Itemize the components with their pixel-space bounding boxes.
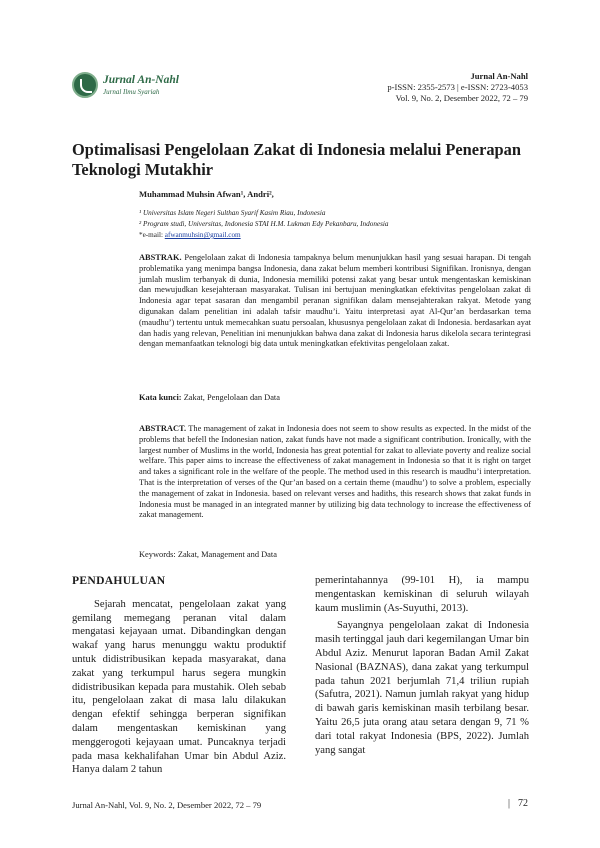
footer-citation: Jurnal An-Nahl, Vol. 9, No. 2, Desember 2022, 72 – 79: [72, 800, 262, 810]
authors: Muhammad Muhsin Afwan¹, Andri²,: [139, 189, 274, 199]
footer-separator: |: [507, 798, 510, 809]
journal-info: [387, 71, 528, 104]
kata-kunci-lead: Kata kunci:: [139, 393, 182, 402]
footer-page: [508, 798, 528, 809]
keywords-english: Keywords: Zakat, Management and Data: [139, 550, 277, 559]
section-heading: PENDAHULUAN: [72, 574, 166, 587]
journal-volume: Vol. 9, No. 2, Desember 2022, 72 – 79: [395, 93, 528, 103]
journal-name: Jurnal An-Nahl: [470, 71, 528, 81]
affiliation-2: ² Program studi, Universitas, Indonesia STAI H.M. Lukman Edy Pekanbaru, Indonesia: [139, 220, 389, 228]
abstrak-lead: ABSTRAK.: [139, 253, 182, 262]
logo-name: Jurnal An-Nahl: [103, 74, 179, 86]
email-label: *e-mail:: [139, 231, 165, 239]
email-link[interactable]: afwanmuhsin@gmail.com: [164, 231, 241, 239]
affiliations: [139, 208, 539, 241]
kata-kunci-text: Zakat, Pengelolaan dan Data: [181, 393, 280, 402]
logo-subtitle: Jurnal Ilmu Syariah: [103, 88, 160, 96]
kata-kunci: [139, 393, 280, 402]
page-number: 72: [518, 798, 528, 809]
body-paragraph: Sayangnya pengelolaan zakat di Indonesia masih tertinggal jauh dari kegemilangan Umar bin Abdul Aziz. Menurut laporan Badan Amil Zakat Nasional (BAZNAS), dana zakat yang terkumpul pada tahun 2021 berjumlah 71,4 triliun rupiah (Safutra, 2021). Namun jumlah rakyat yang hidup di bawah garis kemiskinan masih terbilang besar. Yaitu 26,5 juta orang atau setara dengan 9, 71 % dari total rakyat Indonesia (BPS, 2022). Jumlah yang sangat: [315, 620, 529, 756]
journal-logo: [72, 72, 202, 104]
body-paragraph: pemerintahannya (99-101 H), ia mampu mengentaskan kemiskinan di seluruh wilayah kaum muslimin (As-Suyuthi, 2013).: [315, 575, 529, 614]
abstract-text: The management of zakat in Indonesia does not seem to show results as expected. In the midst of the problems that befell the Indonesian nation, zakat funds have not made a significant contribution. Ironically, with the largest number of Muslims in the world, Indonesia has great potential for zakat to alleviate poverty and realize social welfare. This paper aims to increase the effectiveness of zakat management in Indonesia so that it is right on target and takes a significant role in the welfare of the people. The method used in this research is maudhu’i interpretation. That is the interpretation of verses of the Qur’an based on a certain theme (maudhu’) to solve a problem, especially the management of zakat in Indonesia. based on relevant verses and hadiths, this research shows that zakat funds in Indonesia must be managed in an integrated manner by utilizing big data technology to increase the effectiveness of zakat management.: [139, 424, 531, 520]
abstract-english: [139, 424, 531, 521]
body-column-right: [315, 574, 529, 757]
body-paragraph: Sejarah mencatat, pengelolaan zakat yang gemilang memegang peranan vital dalam mengatasi kejayaan umat. Dibandingkan dengan wakaf yang harus menunggu waktu produktif untuk didistribusikan kepada masyarakat, dana zakat yang terkumpul harus segera mungkin didistribusikan kepada para mustahik. Oleh sebab itu, pengelolaan zakat di masa lalu dilakukan dengan efektif sehingga berperan signifikan dalam mengentaskan kemiskinan yang menggerogoti kejayaan umat. Puncaknya terjadi pada masa kekhalifahan Umar bin Abdul Aziz. Hanya dalam 2 tahun: [72, 598, 286, 776]
body-column-left: [72, 574, 286, 777]
email-row: [139, 230, 539, 241]
affiliation-1: ¹ Universitas Islam Negeri Sulthan Syarif Kasim Riau, Indonesia: [139, 209, 326, 217]
journal-emblem-icon: [72, 72, 98, 98]
abstrak-text: Pengelolaan zakat di Indonesia tampaknya belum menunjukkan hasil yang sesuai harapan. Di tengah problematika yang menimpa bangsa Indonesia, dana zakat belum memberi kontribusi Signifikan. Ironisnya, dengan jumlah muslim terbanyak di dunia, Indonesia memiliki potensi zakat yang besar untuk mengentaskan kemiskinan dan mewujudkan kesejahteraan masyarakat. Tulisan ini bertujuan meningkatkan efektivitas pengelolaan zakat di Indonesia agar tepat sasaran dan mengambil peranan signifikan dalam mensejahterakan rakyat. Metode yang digunakan dalam penelitian ini adalah tafsir maudhu’i. Yaitu interpretasi ayat Al-Qur’an berdasarkan tema (maudhu’) tertentu untuk memecahkan suatu persoalan, khususnya pengelolaan zakat di Indonesia. berdasarkan ayat dan hadis yang relevan, Penelitian ini menunjukkan bahwa dana zakat di Indonesia harus dikelola secara terintegrasi dengan memanfaatkan teknologi big data untuk meningkatkan efektivitas pengelolaan zakat.: [139, 253, 531, 349]
paper-title: Optimalisasi Pengelolaan Zakat di Indonesia melalui Penerapan Teknologi Mutakhir: [72, 140, 521, 179]
abstract-lead: ABSTRACT.: [139, 424, 187, 433]
abstrak: [139, 253, 531, 350]
journal-issn: p-ISSN: 2355-2573 | e-ISSN: 2723-4053: [387, 82, 528, 92]
